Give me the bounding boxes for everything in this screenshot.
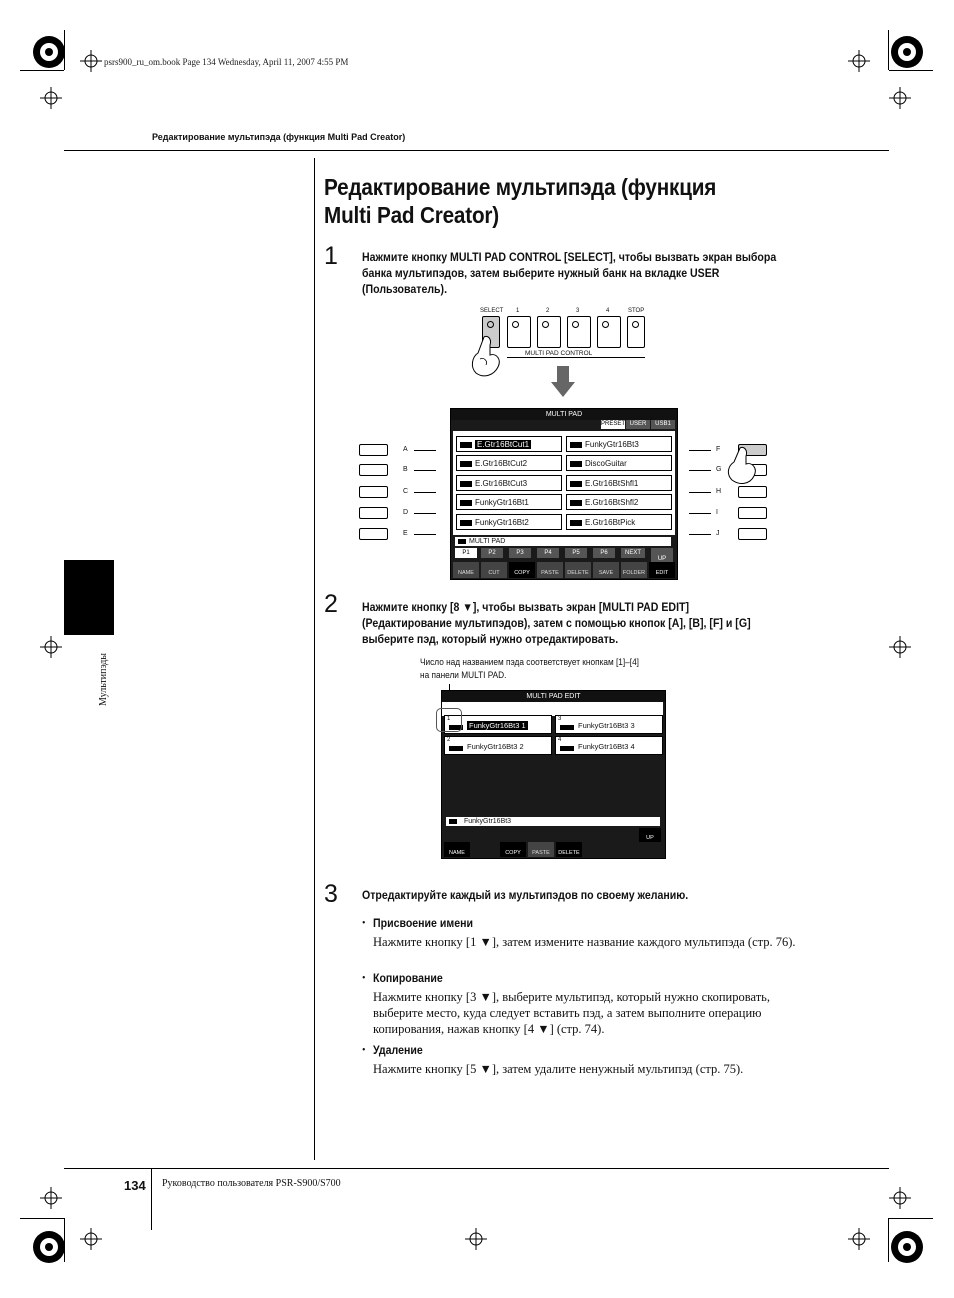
pad-item[interactable]: FunkyGtr16Bt1	[456, 494, 562, 510]
pad-name: FunkyGtr16Bt3 2	[467, 742, 524, 751]
side-tab	[64, 560, 114, 635]
leader-line	[689, 470, 711, 471]
crosshair-icon	[40, 87, 62, 109]
registration-wheel-icon	[30, 1228, 68, 1266]
key-label: F	[716, 446, 721, 453]
crosshair-icon	[465, 1228, 487, 1250]
key-label: B	[403, 466, 408, 473]
pad-item[interactable]: E.Gtr16BtCut1	[456, 436, 562, 452]
step-number: 2	[324, 590, 338, 618]
edit-pad-cell[interactable]	[555, 715, 663, 734]
pad-number: 3	[558, 716, 562, 722]
bullet-dot: •	[362, 918, 366, 929]
folder-path	[455, 537, 671, 546]
screen-title: MULTI PAD EDIT	[442, 691, 665, 702]
bullet-text: Нажмите кнопку [5 ▼], затем удалите ненужный мультипэд (стр. 75).	[373, 1062, 744, 1076]
leader-line	[689, 534, 711, 535]
registration-wheel-icon	[888, 1228, 926, 1266]
crosshair-icon	[889, 636, 911, 658]
crosshair-icon	[848, 1228, 870, 1250]
bottom-buttons	[444, 842, 663, 857]
pad-button-4[interactable]	[597, 316, 621, 348]
step-text: Нажмите кнопку [8 ▼], чтобы вызвать экран [MULTI PAD EDIT] (Редактирование мультипэдов), затем с помощью кнопок [A], [B], [F] и [G] выберите пэд, который нужно отредактировать.	[362, 602, 751, 646]
crosshair-icon	[40, 636, 62, 658]
footer-divider	[151, 1168, 152, 1230]
pad-button-2[interactable]	[537, 316, 561, 348]
folder-icon	[458, 539, 466, 544]
key-c[interactable]	[359, 486, 388, 498]
finger-press-icon	[470, 333, 504, 381]
page-tab[interactable]: P5	[565, 548, 587, 558]
panel-label: SELECT	[480, 308, 504, 314]
bullet-heading: Удаление	[373, 1045, 423, 1057]
name-button[interactable]: NAME	[444, 842, 470, 857]
name-button[interactable]: NAME	[453, 562, 479, 578]
pad-name: FunkyGtr16Bt3 4	[578, 742, 635, 751]
step-text: Нажмите кнопку MULTI PAD CONTROL [SELECT], чтобы вызвать экран выбора банка мультипэдов, затем выберите нужный банк на вкладке USER (Пользователь).	[362, 252, 777, 296]
step-number: 1	[324, 242, 338, 270]
delete-button[interactable]: DELETE	[565, 562, 591, 578]
panel-label: STOP	[628, 308, 645, 314]
key-a[interactable]	[359, 444, 388, 456]
pad-item[interactable]: E.Gtr16BtShfl2	[566, 494, 672, 510]
screen-title: MULTI PAD	[451, 409, 677, 420]
footer-rule	[64, 1168, 889, 1169]
finger-press-icon	[726, 446, 760, 486]
pad-button-1[interactable]	[507, 316, 531, 348]
paste-button[interactable]: PASTE	[528, 842, 554, 857]
cut-button[interactable]: CUT	[481, 562, 507, 578]
leader-line	[414, 513, 436, 514]
highlight-box	[436, 708, 462, 732]
bullet-text: Нажмите кнопку [3 ▼], выберите мультипэд, который нужно скопировать, выберите место, куда следует вставить пэд, а затем выполните операцию копирования, нажав кнопку [4 ▼] (стр. 74).	[373, 990, 770, 1036]
pad-list	[453, 431, 675, 535]
column-rule	[314, 158, 315, 1160]
pad-item[interactable]: E.Gtr16BtCut3	[456, 475, 562, 491]
key-label: A	[403, 446, 408, 453]
tab-usb1[interactable]: USB1	[651, 420, 675, 429]
bullet-heading: Присвоение имени	[373, 918, 474, 930]
side-tab-label: Мультипэды	[98, 652, 109, 706]
page-tab[interactable]: P2	[481, 548, 503, 558]
page-tab-next[interactable]: NEXT	[621, 548, 645, 558]
page-number: 134	[124, 1178, 146, 1193]
key-i[interactable]	[738, 507, 767, 519]
leader-line	[414, 450, 436, 451]
leader-line	[414, 470, 436, 471]
pad-bank-icon	[449, 819, 457, 824]
key-label: H	[716, 488, 722, 495]
step-number: 3	[324, 880, 338, 908]
bullet-dot: •	[362, 1045, 366, 1056]
pad-number: 1	[447, 716, 451, 722]
leader-line	[414, 492, 436, 493]
multi-pad-screen	[450, 408, 678, 580]
pad-icon	[560, 725, 574, 730]
pad-item[interactable]: E.Gtr16BtCut2	[456, 455, 562, 471]
pad-button-3[interactable]	[567, 316, 591, 348]
delete-button[interactable]: DELETE	[556, 842, 582, 857]
running-head: Редактирование мультипэда (функция Multi Pad Creator)	[152, 132, 406, 142]
panel-rule	[507, 357, 645, 358]
crosshair-icon	[80, 50, 102, 72]
file-info: psrs900_ru_om.book Page 134 Wednesday, April 11, 2007 4:55 PM	[104, 57, 349, 67]
up-button[interactable]: UP	[651, 548, 673, 562]
bullet-heading: Копирование	[373, 973, 443, 985]
crop-mark	[889, 1218, 933, 1219]
pad-item[interactable]: FunkyGtr16Bt3	[566, 436, 672, 452]
pad-item[interactable]: DiscoGuitar	[566, 455, 672, 471]
page-tabs	[453, 548, 675, 560]
page-tab[interactable]: P6	[593, 548, 615, 558]
screen-header-band	[442, 702, 663, 716]
page-tab[interactable]: P1	[455, 548, 477, 558]
panel-label: 4	[606, 308, 610, 314]
pad-item[interactable]: E.Gtr16BtShfl1	[566, 475, 672, 491]
registration-wheel-icon	[888, 33, 926, 71]
pad-name: FunkyGtr16Bt3 1	[469, 721, 526, 730]
copy-button[interactable]: COPY	[500, 842, 526, 857]
tab-user[interactable]: USER	[626, 420, 650, 429]
up-button[interactable]: UP	[639, 828, 661, 842]
pad-number: 4	[558, 737, 562, 743]
multi-pad-edit-screen	[441, 690, 666, 859]
folder-button[interactable]: FOLDER	[621, 562, 647, 578]
bottom-buttons	[453, 562, 675, 578]
key-h[interactable]	[738, 486, 767, 498]
panel-caption: MULTI PAD CONTROL	[522, 350, 595, 357]
key-j[interactable]	[738, 528, 767, 540]
page-tab[interactable]: P3	[509, 548, 531, 558]
page-tab[interactable]: P4	[537, 548, 559, 558]
arrow-down-icon	[551, 366, 575, 398]
pad-icon	[560, 746, 574, 751]
pad-icon	[449, 746, 463, 751]
key-label: J	[716, 530, 720, 537]
page-title: Редактирование мультипэда (функция Multi Pad Creator)	[324, 174, 717, 228]
key-label: D	[403, 509, 409, 516]
screen-caption: Число над названием пэда соответствует кнопкам [1]–[4] на панели MULTI PAD.	[420, 657, 639, 680]
leader-line	[414, 534, 436, 535]
stop-button[interactable]	[627, 316, 645, 348]
folder-path	[446, 817, 660, 826]
leader-line	[689, 513, 711, 514]
key-label: C	[403, 488, 409, 495]
key-label: G	[716, 466, 722, 473]
crosshair-icon	[40, 1187, 62, 1209]
crosshair-icon	[80, 1228, 102, 1250]
pad-item[interactable]: FunkyGtr16Bt2	[456, 514, 562, 530]
copy-button[interactable]: COPY	[509, 562, 535, 578]
bullet-dot: •	[362, 973, 366, 984]
folder-path-text: MULTI PAD	[469, 538, 506, 545]
crosshair-icon	[848, 50, 870, 72]
registration-wheel-icon	[30, 33, 68, 71]
footer-title: Руководство пользователя PSR-S900/S700	[162, 1178, 341, 1189]
key-e[interactable]	[359, 528, 388, 540]
edit-pad-cell[interactable]	[444, 736, 552, 755]
step-text: Отредактируйте каждый из мультипэдов по своему желанию.	[362, 890, 689, 902]
paste-button[interactable]: PASTE	[537, 562, 563, 578]
panel-label: 2	[546, 308, 550, 314]
edit-button[interactable]: EDIT	[649, 562, 675, 578]
bullet-text: Нажмите кнопку [1 ▼], затем измените название каждого мультипэда (стр. 76).	[373, 935, 796, 949]
pad-item[interactable]: E.Gtr16BtPick	[566, 514, 672, 530]
key-label: I	[716, 509, 718, 516]
leader-line	[689, 492, 711, 493]
panel-label: 3	[576, 308, 580, 314]
crosshair-icon	[889, 1187, 911, 1209]
pad-number: 2	[447, 737, 451, 743]
save-button[interactable]: SAVE	[593, 562, 619, 578]
source-tabs	[601, 420, 673, 429]
tab-preset[interactable]: PRESET	[601, 421, 626, 427]
leader-line	[689, 450, 711, 451]
pad-name: FunkyGtr16Bt3 3	[578, 721, 635, 730]
crop-mark	[20, 1218, 64, 1219]
panel-label: 1	[516, 308, 520, 314]
crosshair-icon	[889, 87, 911, 109]
key-label: E	[403, 530, 408, 537]
key-d[interactable]	[359, 507, 388, 519]
header-rule	[64, 150, 889, 151]
folder-path-text: FunkyGtr16Bt3	[464, 818, 512, 825]
key-b[interactable]	[359, 464, 388, 476]
edit-pad-cell[interactable]	[555, 736, 663, 755]
